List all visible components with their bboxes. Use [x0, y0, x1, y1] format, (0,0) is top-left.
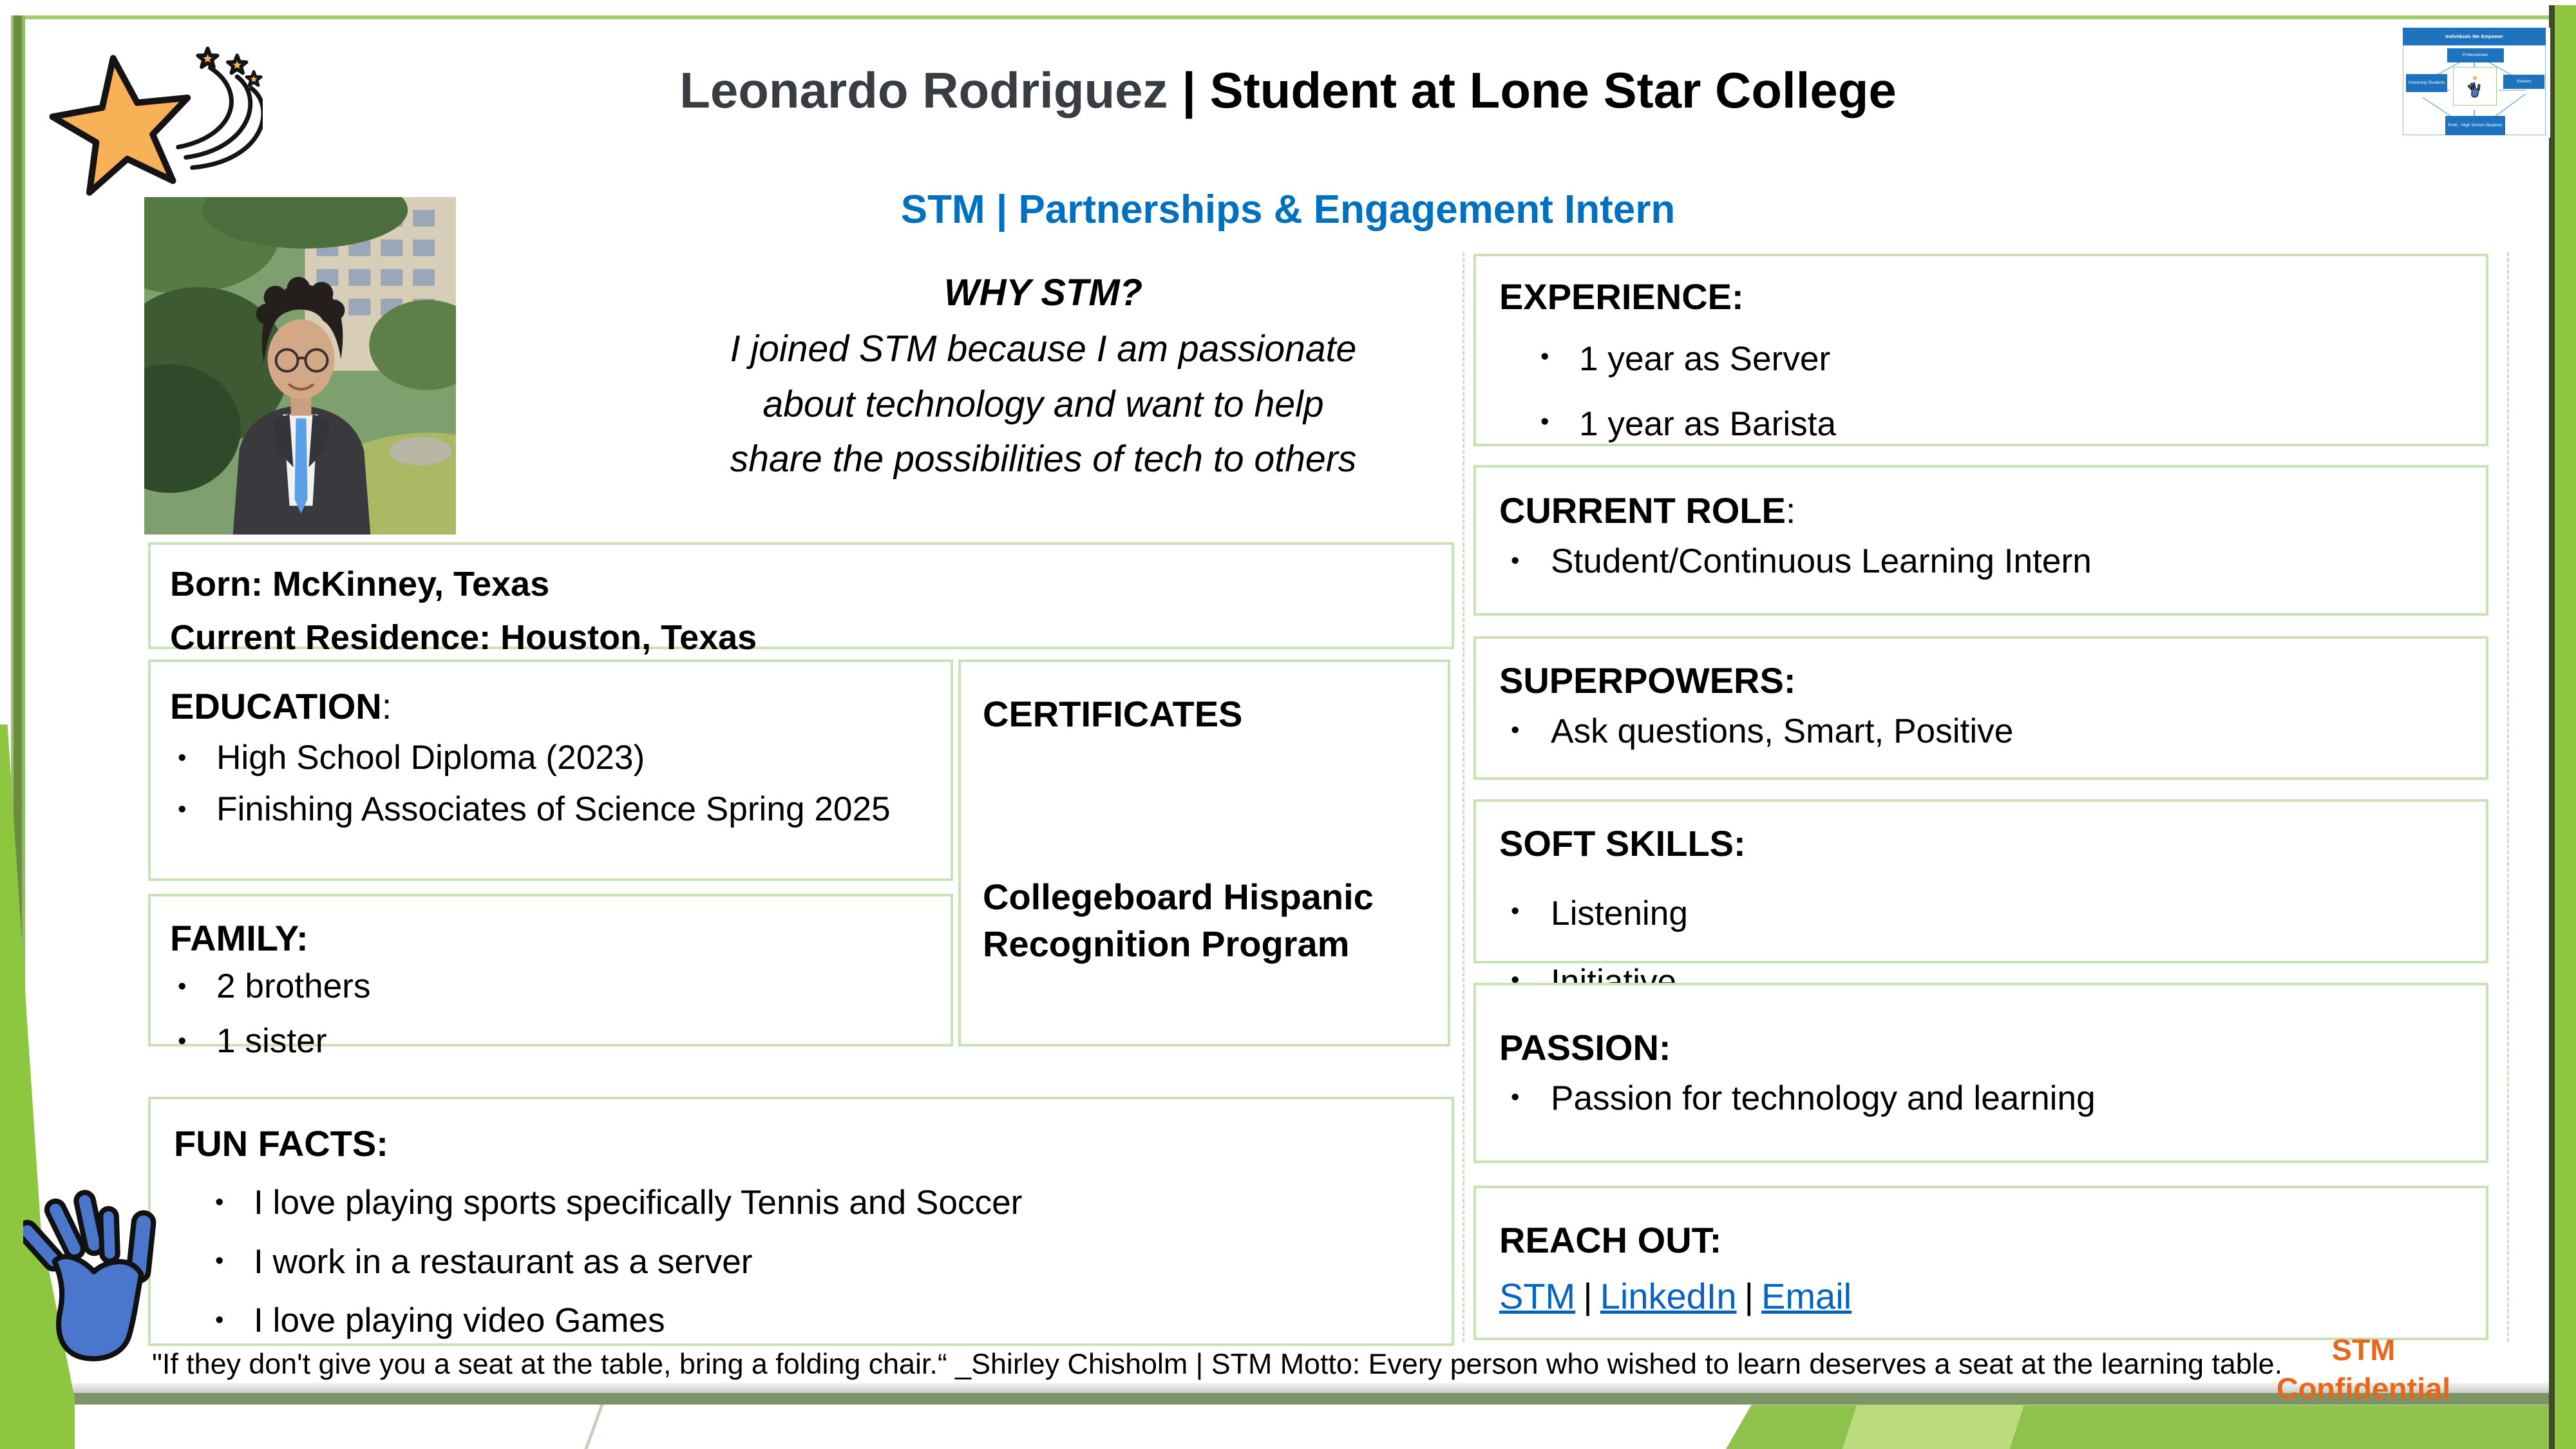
fun-facts-list [174, 1173, 1428, 1350]
confidential-badge [2215, 1331, 2512, 1409]
reach-out-links [1499, 1275, 2463, 1317]
page-title [361, 59, 2215, 122]
slide-border-top [11, 15, 2549, 20]
certificates-card [958, 659, 1450, 1046]
why-stm-line: I joined STM because I am passionate [730, 328, 1357, 370]
family-heading: FAMILY: [170, 918, 308, 959]
hand-logo-icon [23, 1182, 173, 1379]
person-name: Leonardo Rodriguez [679, 62, 1182, 119]
soft-skills-heading: SOFT SKILLS: [1499, 822, 1746, 864]
why-stm-line: share the possibilities of tech to others [730, 439, 1357, 480]
list-item: • I love playing sports specifically Tennis and Soccer [174, 1173, 1428, 1233]
family-card [148, 894, 953, 1061]
passion-heading: PASSION: [1499, 1027, 1671, 1068]
list-item: • Student/Continuous Learning Intern [1499, 531, 2463, 591]
education-card [148, 659, 953, 881]
mini-hand-icon [2463, 82, 2486, 99]
experience-heading: EXPERIENCE: [1499, 276, 1744, 317]
slide-border-right [2549, 5, 2576, 1449]
mini-star-icon: ★ [2471, 73, 2479, 82]
list-item: • Ask questions, Smart, Positive [1499, 701, 2463, 761]
link-separator: | [1583, 1275, 1593, 1316]
email-link[interactable]: Email [1761, 1275, 1852, 1316]
stm-link[interactable]: STM [1499, 1275, 1576, 1316]
certificates-heading: CERTIFICATES [983, 693, 1243, 734]
list-item: • Listening [1499, 880, 2463, 948]
list-item: • 1 year as Server [1499, 327, 2463, 392]
education-heading: EDUCATION: [170, 685, 392, 726]
fun-facts-card [148, 1097, 1454, 1346]
linkedin-link[interactable]: LinkedIn [1600, 1275, 1737, 1316]
dashed-guide-left [1463, 252, 1464, 1342]
list-item: • Finishing Associates of Science Spring 2025 [170, 784, 931, 835]
reach-out-card [1473, 1186, 2488, 1341]
confidential-line: STM [2331, 1332, 2396, 1367]
bottom-green-band [0, 1405, 2576, 1449]
list-item: • 1 sister [170, 1014, 931, 1068]
list-item: • I work in a restaurant as a server [174, 1233, 1428, 1292]
current-role-heading: CURRENT ROLE: [1499, 490, 1796, 531]
superpowers-heading: SUPERPOWERS: [1499, 659, 1796, 701]
confidential-line: Confidential [2276, 1372, 2451, 1406]
reach-out-heading: REACH OUT: [1499, 1219, 1722, 1260]
why-stm-line: about technology and want to help [762, 383, 1324, 425]
bottom-olive-bar [10, 1393, 2549, 1405]
superpowers-list [1499, 701, 2463, 761]
empower-node-professionals: Professionals [2447, 48, 2504, 62]
certificates-body: Collegeboard Hispanic Recognition Program [983, 876, 1374, 964]
fun-facts-heading: FUN FACTS: [174, 1123, 388, 1164]
passion-card [1473, 983, 2488, 1163]
experience-list [1499, 327, 2463, 457]
soft-skills-card [1473, 799, 2488, 963]
empower-diagram-title: Individuals We Empower [2403, 28, 2546, 45]
dashed-guide-right [2507, 252, 2509, 1342]
empower-node-university: University Students [2406, 74, 2448, 93]
empower-node-seniors: Seniors [2503, 75, 2545, 89]
band-diagonal-line [585, 1405, 604, 1449]
born-line: Born: McKinney, Texas [170, 564, 550, 603]
shooting-star-logo-icon [26, 23, 263, 206]
footer-quote: "If they don't give you a seat at the table, bring a folding chair.“ _Shirley Chisholm | STM Motto: Every person who wished to learn deserves a seat at the learning table. [152, 1347, 2283, 1380]
list-item: • 2 brothers [170, 959, 931, 1014]
why-stm-heading: WHY STM? [943, 271, 1143, 314]
passion-list [1499, 1068, 2463, 1128]
residence-line: Current Residence: Houston, Texas [170, 618, 757, 658]
family-list [170, 959, 931, 1068]
current-role-list [1499, 531, 2463, 591]
page-subtitle: STM | Partnerships & Engagement Intern [900, 187, 1676, 232]
empower-center-logo [2453, 67, 2497, 106]
person-role: | Student at Lone Star College [1182, 62, 1897, 119]
empower-node-prek: PreK - High School Students [2445, 116, 2505, 136]
list-item: • High School Diploma (2023) [170, 732, 931, 784]
superpowers-card [1473, 636, 2488, 780]
education-list [170, 732, 931, 835]
list-item: • Passion for technology and learning [1499, 1068, 2463, 1128]
profile-photo [144, 197, 456, 535]
bottom-shadow-bar [10, 1383, 2549, 1394]
band-light-segment [1842, 1405, 2024, 1449]
born-card [148, 542, 1454, 658]
experience-card [1473, 254, 2488, 446]
why-stm-section [631, 271, 1455, 488]
current-role-card [1473, 465, 2488, 616]
empower-diagram [2398, 28, 2550, 138]
list-item: • I love playing video Games [174, 1291, 1428, 1350]
link-separator: | [1744, 1275, 1754, 1316]
list-item: • 1 year as Barista [1499, 392, 2463, 457]
